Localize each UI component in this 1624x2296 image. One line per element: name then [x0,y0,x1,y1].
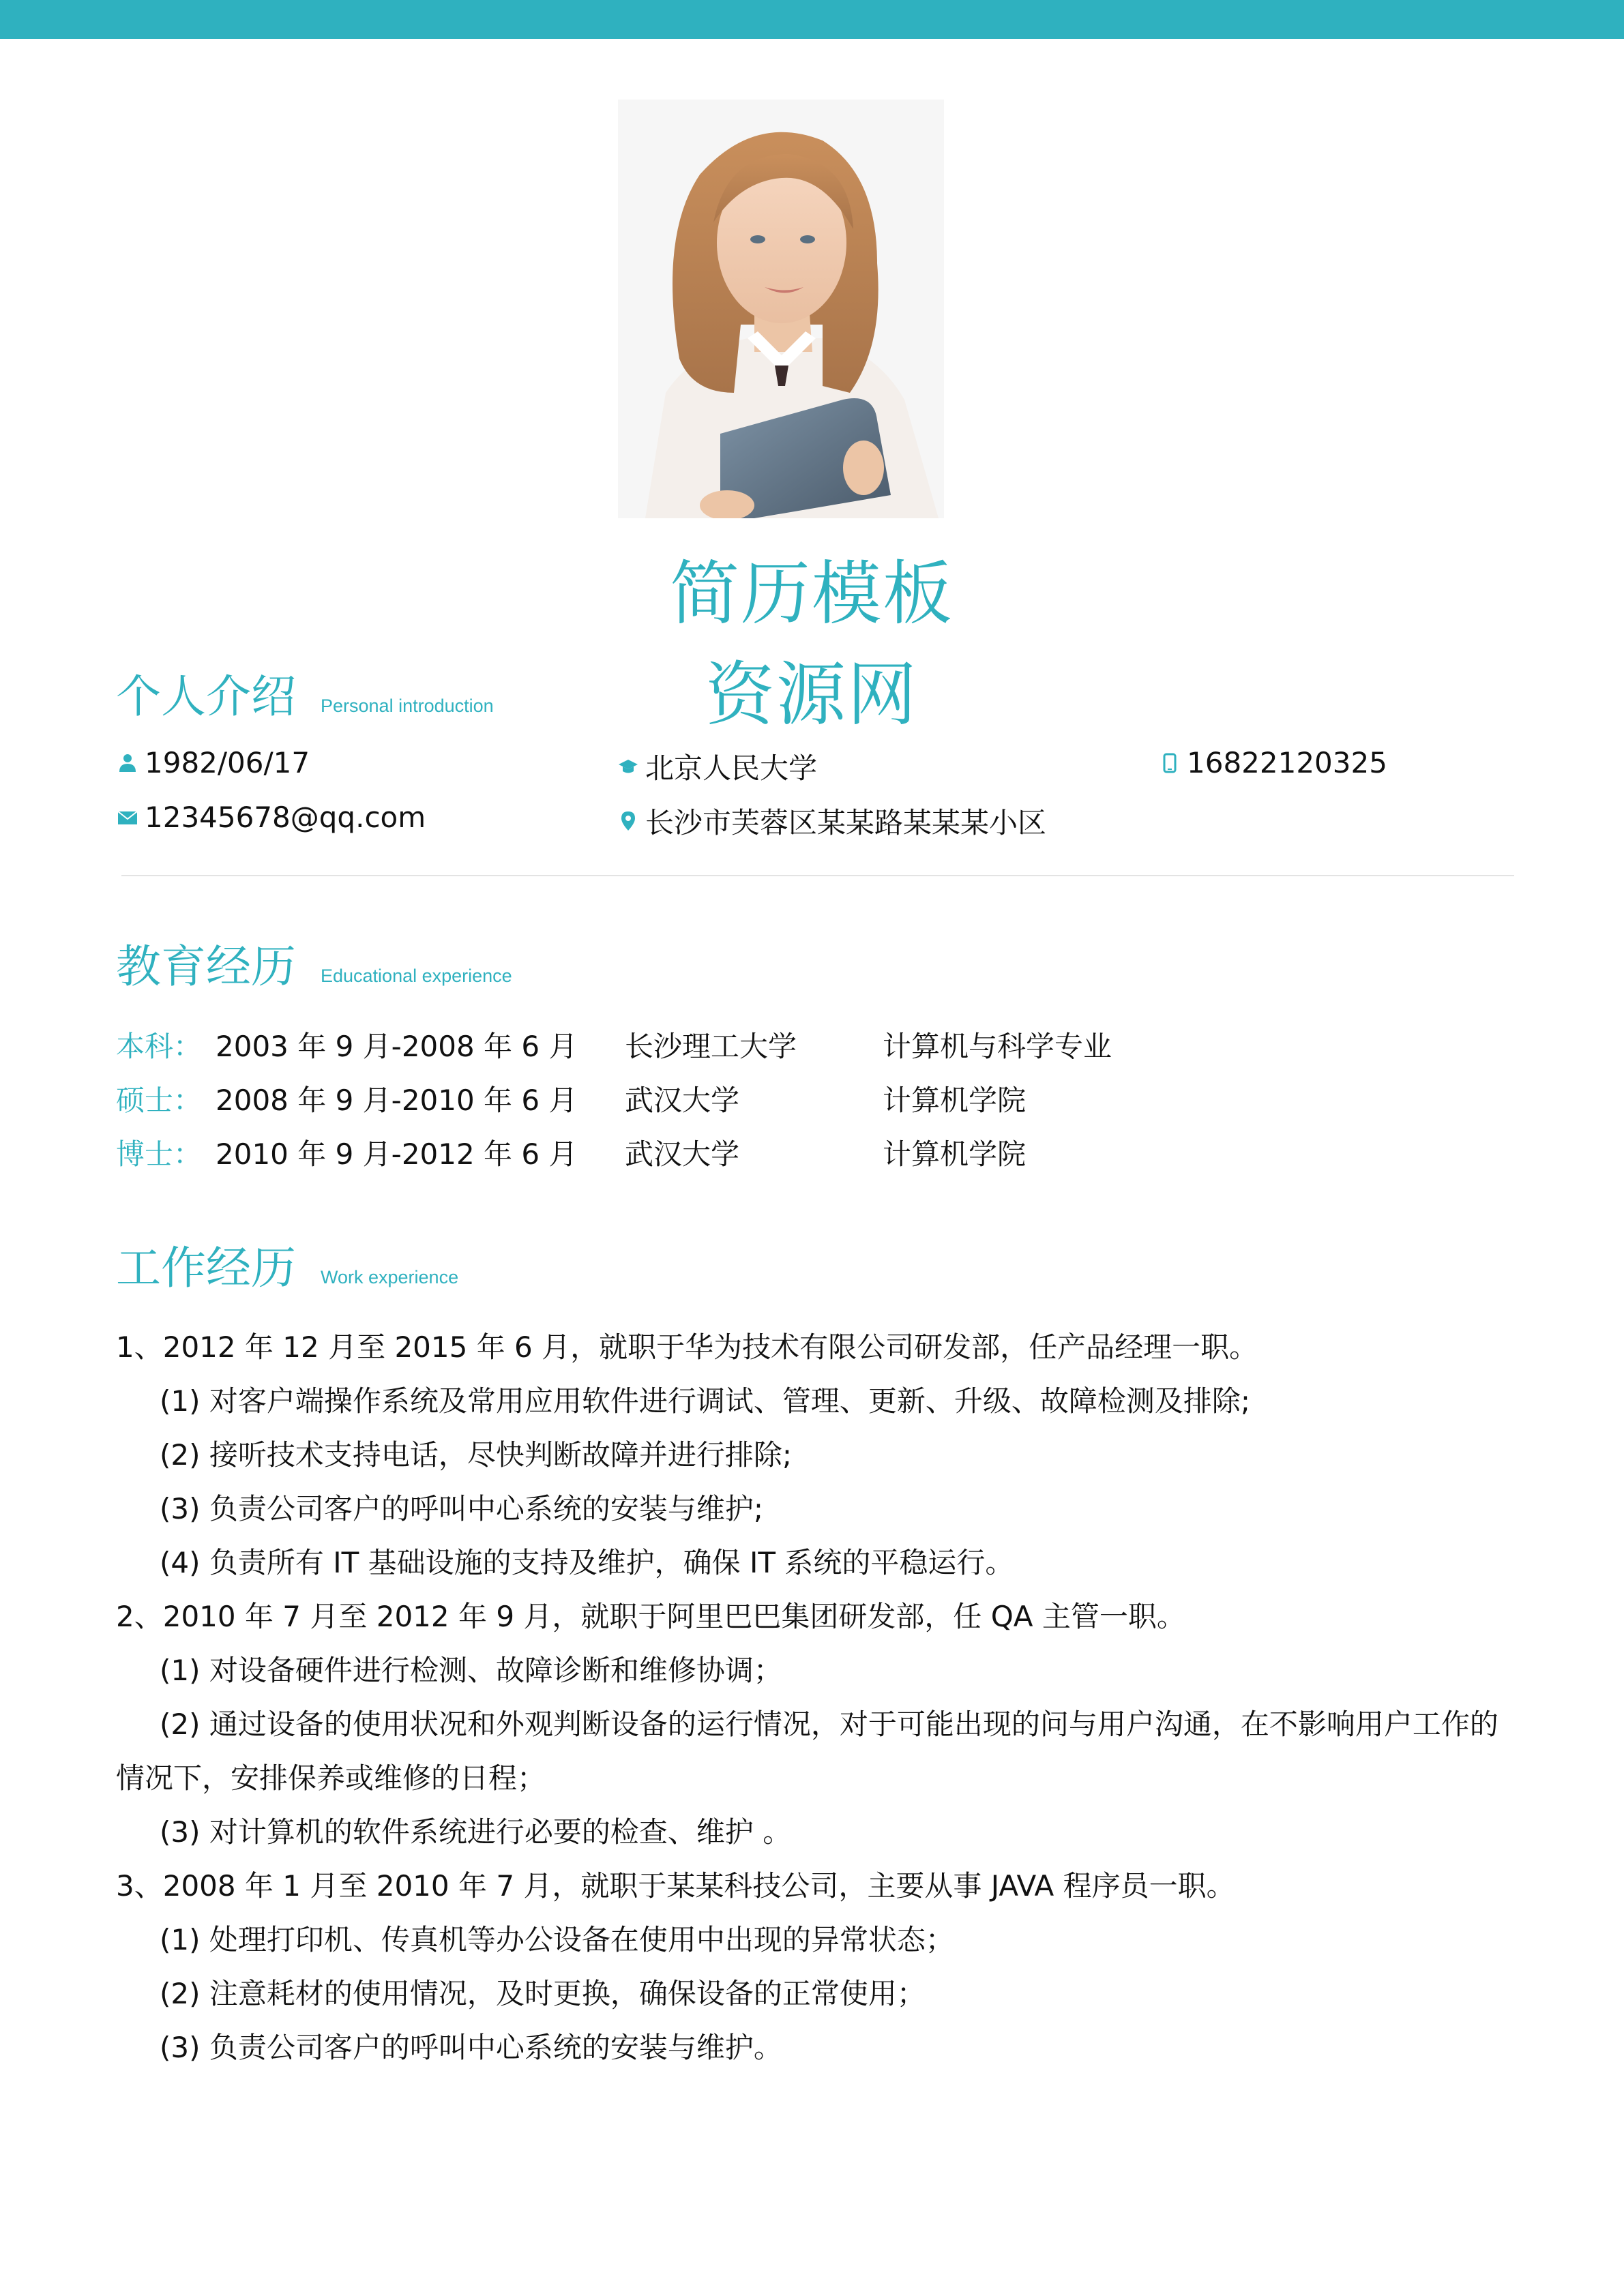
school-row [618,746,817,787]
education-heading [116,930,512,995]
resume-title-line-1: 简历模板 [670,554,954,635]
section-divider [121,875,1514,876]
phone-value: 16822120325 [1187,746,1387,779]
email-row [117,801,426,834]
top-accent-bar [0,0,1624,39]
job-duty: (2) 注意耗材的使用情况，及时更换，确保设备的正常使用； [160,1977,926,2010]
birthday-value: 1982/06/17 [145,746,310,779]
address-value: 长沙市芙蓉区某某路某某某小区 [645,806,1047,839]
job-duty: (4) 负责所有 IT 基础设施的支持及维护，确保 IT 系统的平稳运行。 [160,1546,1014,1579]
job-title: 2、2010 年 7 月至 2012 年 9 月，就职于阿里巴巴集团研发部，任 QA 主管一职。 [116,1600,1185,1633]
education-row [116,1024,1412,1065]
education-degree: 博士： [116,1137,203,1171]
education-school: 武汉大学 [625,1137,740,1171]
personal-intro-heading-en: Personal introduction [321,696,494,716]
resume-title [607,544,1016,746]
education-heading-en: Educational experience [321,966,512,986]
address-row [618,801,1046,841]
personal-intro-heading [116,660,494,725]
education-row [116,1132,1412,1173]
work-heading [116,1232,458,1296]
work-heading-en: Work experience [321,1267,459,1287]
email-value: 12345678@qq.com [145,801,426,834]
education-school: 武汉大学 [625,1084,740,1117]
job-duty: (1) 处理打印机、传真机等办公设备在使用中出现的异常状态； [160,1923,954,1956]
graduation-cap-icon [618,756,638,777]
education-degree: 硕士： [116,1084,203,1117]
job-duty: (1) 对设备硬件进行检测、故障诊断和维修协调； [160,1654,782,1687]
birthday-row [117,746,310,779]
education-major: 计算机与科学专业 [883,1030,1112,1063]
profile-photo [618,100,944,518]
education-degree: 本科： [116,1030,203,1063]
personal-intro-heading-zh: 个人介绍 [116,670,296,723]
resume-title-line-2: 资源网 [705,655,918,736]
envelope-icon [117,807,138,828]
education-period: 2010 年 9 月-2012 年 6 月 [216,1137,578,1171]
job-duty: (1) 对客户端操作系统及常用应用软件进行调试、管理、更新、升级、故障检测及排除; [160,1384,1250,1418]
phone-row [1160,746,1387,779]
job-title: 1、2012 年 12 月至 2015 年 6 月，就职于华为技术有限公司研发部，任产品经理一职。 [116,1330,1258,1364]
job-duty: (2) 接听技术支持电话，尽快判断故障并进行排除; [160,1438,792,1472]
job-duty: (3) 对计算机的软件系统进行必要的检查、维护 。 [160,1815,792,1849]
education-period: 2003 年 9 月-2008 年 6 月 [216,1030,578,1063]
education-major: 计算机学院 [883,1084,1027,1117]
job-duty: (3) 负责公司客户的呼叫中心系统的安装与维护; [160,1492,763,1525]
person-icon [117,753,138,773]
work-experience-list [116,1320,1521,2074]
job-title: 3、2008 年 1 月至 2010 年 7 月，就职于某某科技公司，主要从事 JAVA 程序员一职。 [116,1869,1235,1903]
work-heading-zh: 工作经历 [116,1242,296,1294]
education-row [116,1078,1412,1119]
school-value: 北京人民大学 [645,751,818,785]
education-period: 2008 年 9 月-2010 年 6 月 [216,1084,578,1117]
location-pin-icon [618,811,638,831]
job-duty: (3) 负责公司客户的呼叫中心系统的安装与维护。 [160,2031,782,2064]
education-school: 长沙理工大学 [625,1030,797,1063]
mobile-phone-icon [1160,753,1180,773]
job-duty: (2) 通过设备的使用状况和外观判断设备的运行情况，对于可能出现的问与用户沟通，在不影响用户工作的情况下，安排保养或维修的日程； [116,1708,1498,1795]
education-heading-zh: 教育经历 [116,940,296,993]
education-major: 计算机学院 [883,1137,1027,1171]
